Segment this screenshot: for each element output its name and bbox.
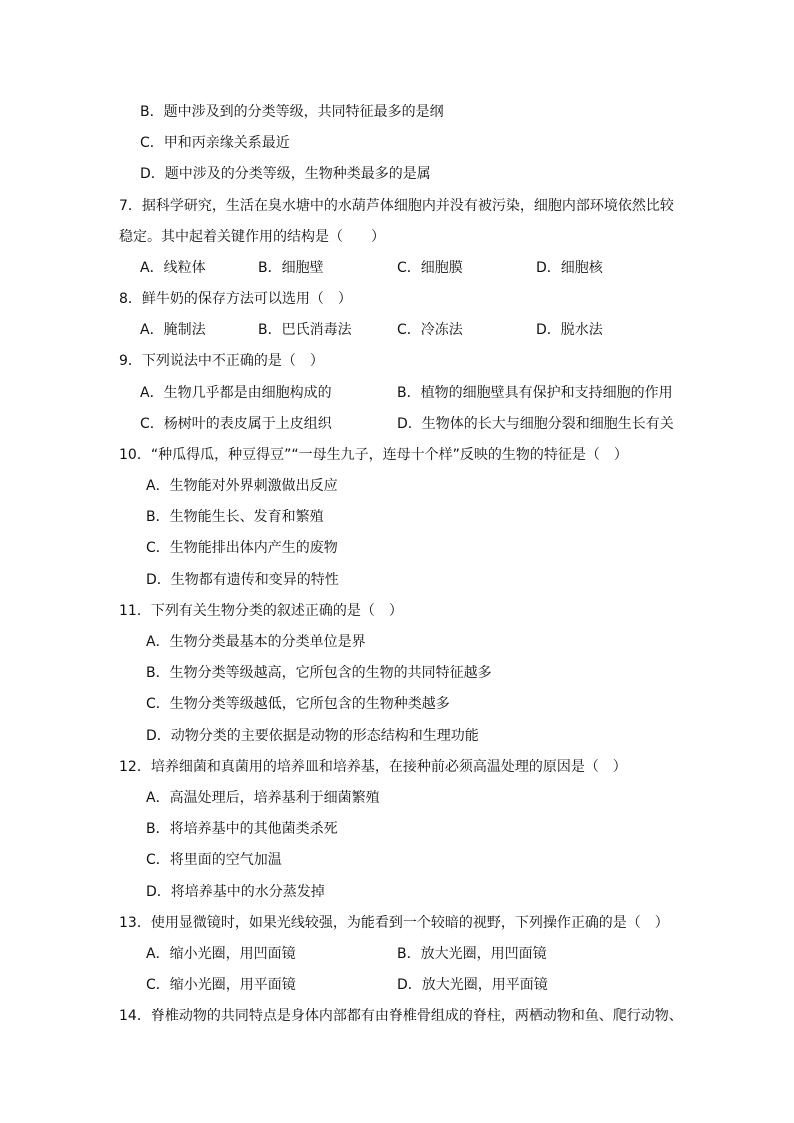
prev-option-c: C．甲和丙亲缘关系最近 <box>140 135 290 151</box>
q11-option-b: B．生物分类等级越高，它所包含的生物的共同特征越多 <box>146 665 492 681</box>
q12-stem: 12．培养细菌和真菌用的培养皿和培养基，在接种前必须高温处理的原因是（ ） <box>119 759 627 775</box>
q7-option-b: B．细胞壁 <box>258 260 324 276</box>
q9-stem: 9．下列说法中不正确的是（ ） <box>119 353 324 369</box>
q11-option-c: C．生物分类等级越低，它所包含的生物种类越多 <box>146 696 450 712</box>
q8-option-b: B．巴氏消毒法 <box>258 322 352 338</box>
q10-option-a: A．生物能对外界刺激做出反应 <box>146 478 338 494</box>
prev-option-d: D．题中涉及的分类等级，生物种类最多的是属 <box>140 166 431 182</box>
q9-option-b: B．植物的细胞壁具有保护和支持细胞的作用 <box>397 385 673 401</box>
q8-option-c: C．冷冻法 <box>397 322 463 338</box>
q11-option-a: A．生物分类最基本的分类单位是界 <box>146 634 366 650</box>
q9-option-a: A．生物几乎都是由细胞构成的 <box>140 385 332 401</box>
q10-option-d: D．生物都有遗传和变异的特性 <box>146 572 339 588</box>
q11-option-d: D．动物分类的主要依据是动物的形态结构和生理功能 <box>146 728 479 744</box>
q10-option-b: B．生物能生长、发育和繁殖 <box>146 509 324 525</box>
q10-stem: 10．“种瓜得瓜，种豆得豆”“一母生九子，连母十个样”反映的生物的特征是（ ） <box>119 447 628 463</box>
q13-option-d: D．放大光圈，用平面镜 <box>397 977 548 993</box>
q11-stem: 11．下列有关生物分类的叙述正确的是（ ） <box>119 603 403 619</box>
q12-option-a: A．高温处理后，培养基利于细菌繁殖 <box>146 790 380 806</box>
q13-option-c: C．缩小光圈，用平面镜 <box>146 977 296 993</box>
q8-stem: 8．鲜牛奶的保存方法可以选用（ ） <box>119 291 352 307</box>
q8-option-a: A．腌制法 <box>140 322 206 338</box>
q13-stem: 13．使用显微镜时，如果光线较强，为能看到一个较暗的视野，下列操作正确的是（ ） <box>119 915 669 931</box>
q9-option-c: C．杨树叶的表皮属于上皮组织 <box>140 416 332 432</box>
q12-option-d: D．将培养基中的水分蒸发掉 <box>146 884 325 900</box>
q14-stem: 14．脊椎动物的共同特点是身体内部都有由脊椎骨组成的脊柱，两栖动物和鱼、爬行动物、 <box>119 1008 683 1024</box>
prev-option-b: B．题中涉及到的分类等级，共同特征最多的是纲 <box>140 104 444 120</box>
q7-option-d: D．细胞核 <box>536 260 603 276</box>
q8-option-d: D．脱水法 <box>536 322 603 338</box>
q13-option-b: B．放大光圈，用凹面镜 <box>397 946 547 962</box>
q12-option-c: C．将里面的空气加温 <box>146 852 282 868</box>
q7-stem-line2: 稳定。其中起着关键作用的结构是（ ） <box>119 229 385 245</box>
q7-option-a: A．线粒体 <box>140 260 206 276</box>
q7-option-c: C．细胞膜 <box>397 260 463 276</box>
q13-option-a: A．缩小光圈，用凹面镜 <box>146 946 296 962</box>
q7-stem-line1: 7．据科学研究，生活在臭水塘中的水葫芦体细胞内并没有被污染，细胞内部环境依然比较 <box>119 198 674 214</box>
q10-option-c: C．生物能排出体内产生的废物 <box>146 540 338 556</box>
q9-option-d: D．生物体的长大与细胞分裂和细胞生长有关 <box>397 416 674 432</box>
q12-option-b: B．将培养基中的其他菌类杀死 <box>146 821 338 837</box>
